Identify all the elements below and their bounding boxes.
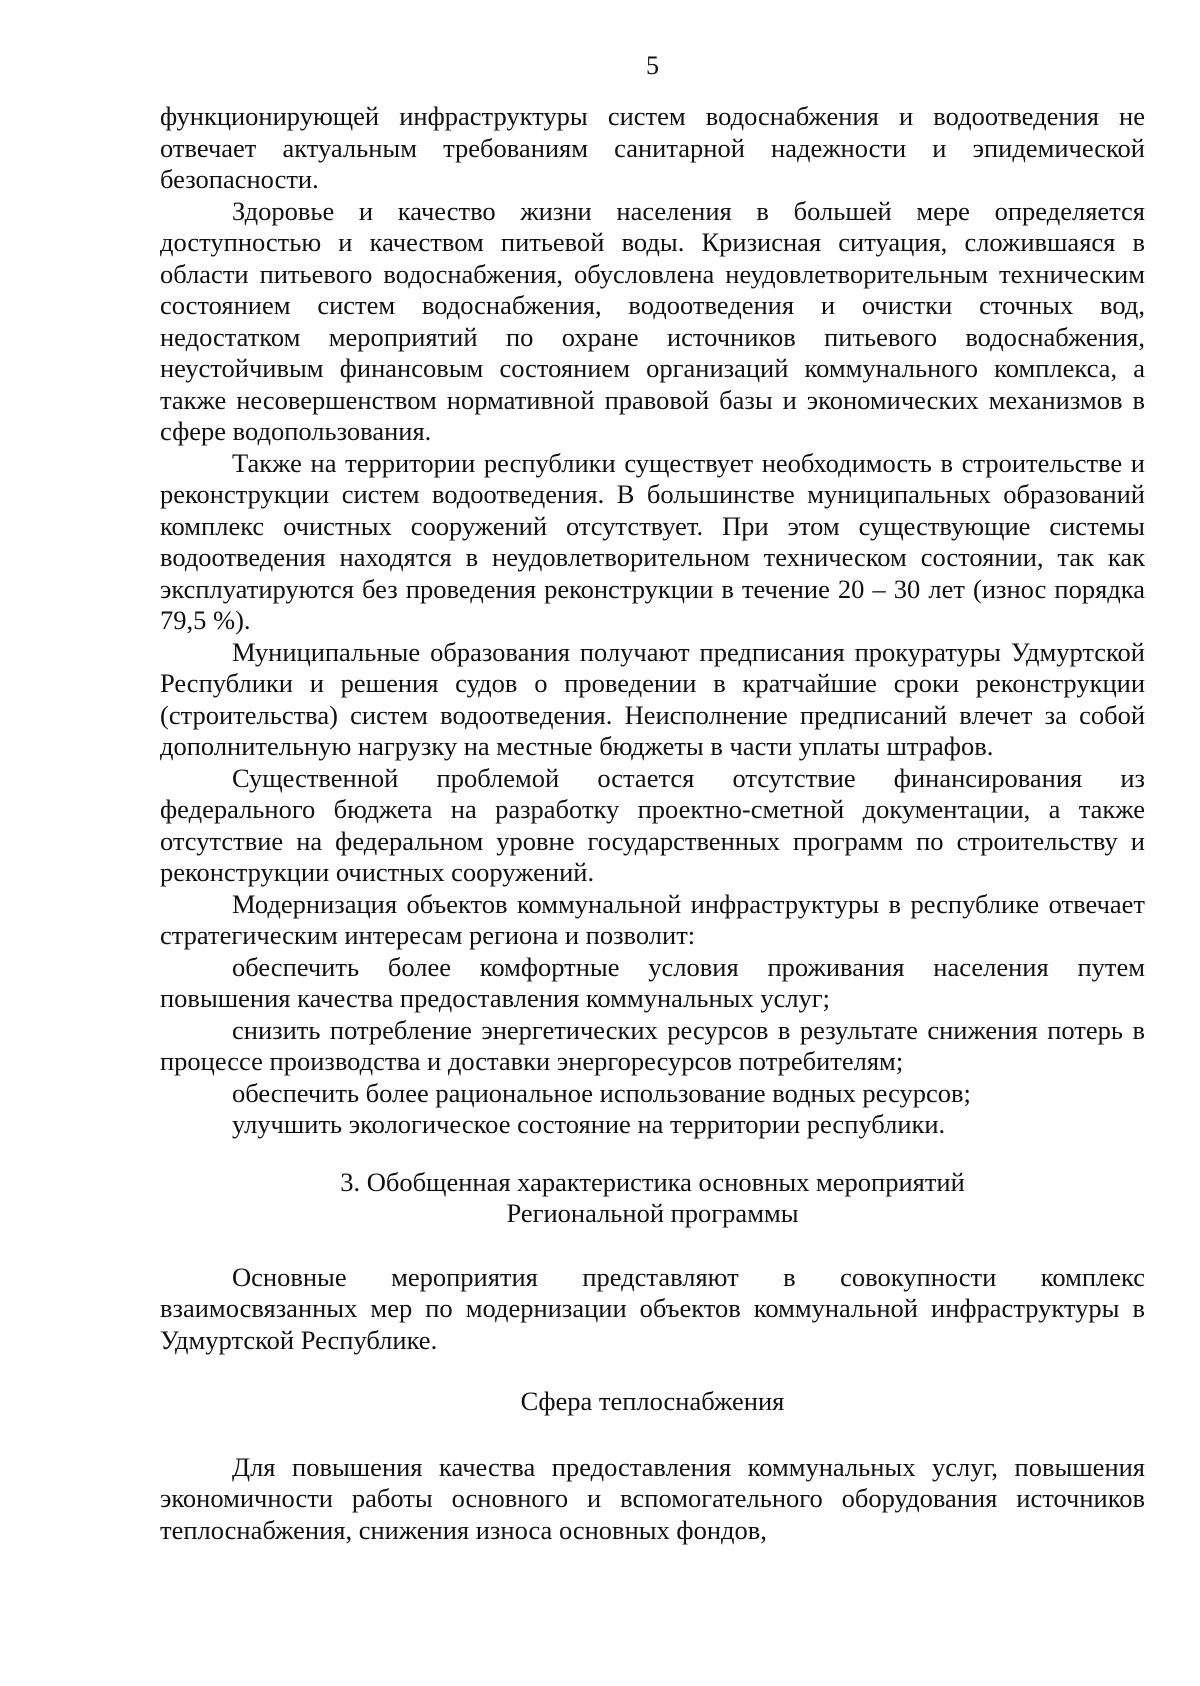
list-item: обеспечить более рациональное использование водных ресурсов; (232, 1077, 971, 1108)
list-item: обеспечить более комфортные условия проживания населения путем повышения качества предоставления коммунальных услуг; (160, 951, 1145, 1013)
paragraph-wastewater: Также на территории республики существует необходимость в строительстве и реконструкции систем водоотведения. В большинстве муниципальных образований комплекс очистных сооружений отсутствует. При этом существующие системы водоотведения находятся в неудовлетворительном техническом состоянии, так как эксплуатируются без проведения реконструкции в течение 20 – 30 лет (износ порядка 79,5 %). (160, 447, 1145, 635)
section-heading-line-1: 3. Обобщенная характеристика основных мероприятий (340, 1166, 965, 1197)
subsection-heading: Сфера теплоснабжения (520, 1386, 785, 1416)
paragraph-prescriptions: Муниципальные образования получают предписания прокуратуры Удмуртской Республики и решения судов о проведении в кратчайшие сроки реконструкции (строительства) систем водоотведения. Неисполнение предписаний влечет за собой дополнительную нагрузку на местные бюджеты в части уплаты штрафов. (160, 636, 1145, 761)
section-heading-line-2: Региональной программы (506, 1198, 799, 1228)
paragraph-modernization: Модернизация объектов коммунальной инфраструктуры в республике отвечает стратегическим интересам региона и позволит: (160, 888, 1145, 950)
paragraph-funding-problem: Существенной проблемой остается отсутствие финансирования из федерального бюджета на разработку проектно-сметной документации, а также отсутствие на федеральном уровне государственных программ по строительству и реконструкции очистных сооружений. (160, 762, 1145, 887)
list-item: снизить потребление энергетических ресурсов в результате снижения потерь в процессе производства и доставки энергоресурсов потребителям; (160, 1014, 1145, 1076)
list-item: улучшить экологическое состояние на территории республики. (232, 1109, 946, 1139)
section-heading (160, 1167, 1145, 1230)
paragraph-water-quality: Здоровье и качество жизни населения в большей мере определяется доступностью и качеством питьевой воды. Кризисная ситуация, сложившаяся в области питьевого водоснабжения, обусловлена неудовлетворительным техническим состоянием систем водоснабжения, водоотведения и очистки сточных вод, недостатком мероприятий по охране источников питьевого водоснабжения, неустойчивым финансовым состоянием организаций коммунального комплекса, а также несовершенством нормативной правовой базы и экономических механизмов в сфере водопользования. (160, 195, 1145, 446)
document-page (160, 46, 1145, 1546)
paragraph-continuation: функционирующей инфраструктуры систем водоснабжения и водоотведения не отвечает актуальным требованиям санитарной надежности и эпидемической безопасности. (160, 101, 1145, 194)
paragraph-heat-supply: Для повышения качества предоставления коммунальных услуг, повышения экономичности работы основного и вспомогательного оборудования источников теплоснабжения, снижения износа основных фондов, (160, 1451, 1145, 1545)
paragraph-section-intro: Основные мероприятия представляют в совокупности комплекс взаимосвязанных мер по модернизации объектов коммунальной инфраструктуры в Удмуртской Республике. (160, 1261, 1145, 1355)
page-number: 5 (646, 51, 659, 80)
